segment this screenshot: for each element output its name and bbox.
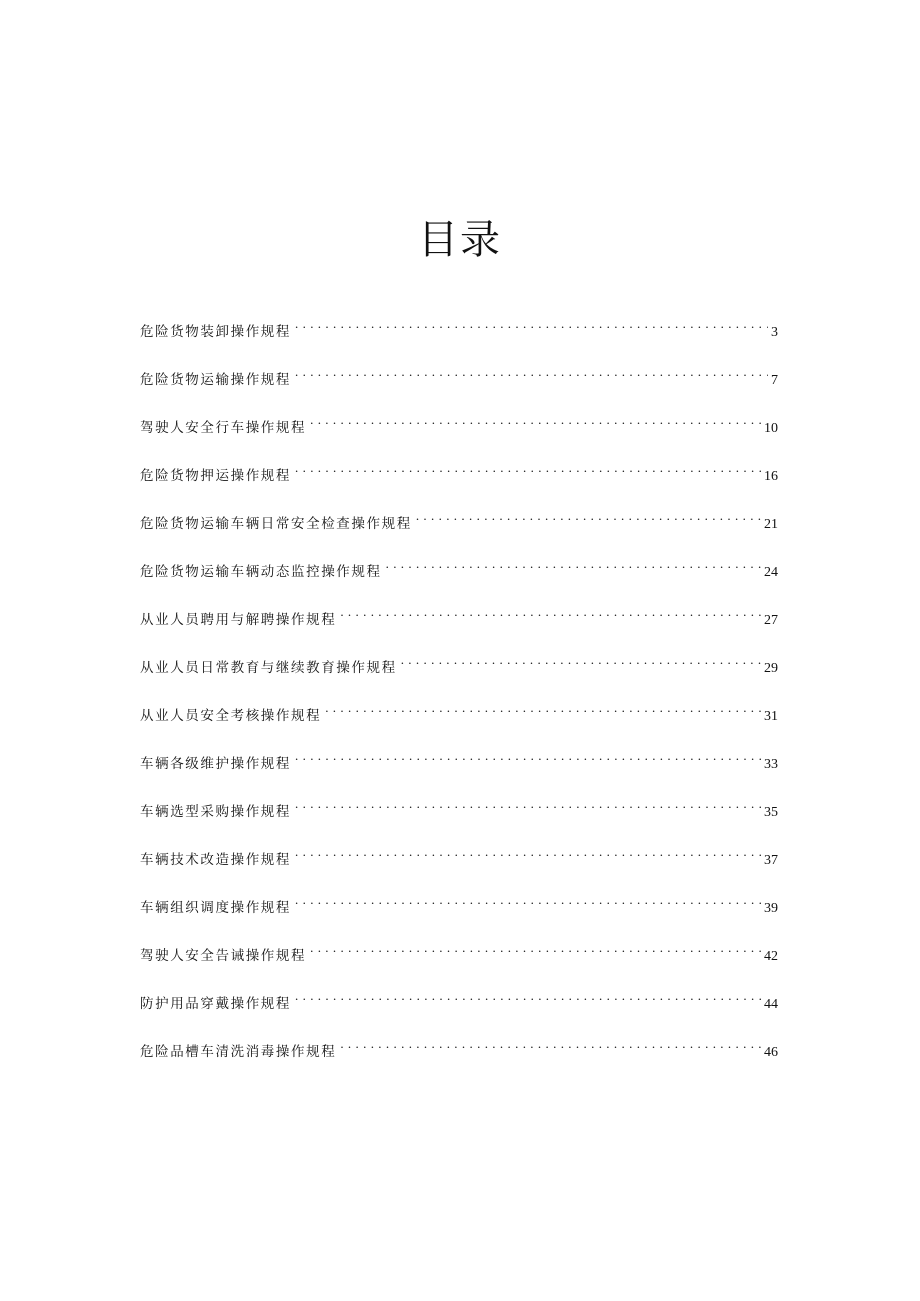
toc-dot-leader xyxy=(416,504,761,528)
toc-entry[interactable] xyxy=(140,792,778,840)
toc-entry-label: 驾驶人安全告诫操作规程 xyxy=(140,948,307,964)
toc-dot-leader xyxy=(310,936,761,960)
toc-dot-leader xyxy=(386,552,761,576)
toc-dot-leader xyxy=(310,408,761,432)
toc-entry-page-number: 31 xyxy=(764,709,778,724)
toc-entry[interactable] xyxy=(140,456,778,504)
toc-dot-leader xyxy=(295,456,761,480)
toc-entry-label: 车辆组织调度操作规程 xyxy=(140,900,291,916)
toc-entry-label: 危险货物运输车辆日常安全检查操作规程 xyxy=(140,516,412,532)
toc-entry-label: 危险货物运输车辆动态监控操作规程 xyxy=(140,564,382,580)
toc-entry-page-number: 44 xyxy=(764,997,778,1012)
toc-entry[interactable] xyxy=(140,840,778,888)
toc-entry-page-number: 7 xyxy=(771,373,778,388)
toc-entry-label: 从业人员安全考核操作规程 xyxy=(140,708,322,724)
toc-entry[interactable] xyxy=(140,888,778,936)
toc-entry-label: 车辆各级维护操作规程 xyxy=(140,756,291,772)
toc-entry-page-number: 33 xyxy=(764,757,778,772)
toc-entry-label: 车辆选型采购操作规程 xyxy=(140,804,291,820)
toc-title: 目录 xyxy=(418,217,502,263)
toc-entry-page-number: 16 xyxy=(764,469,778,484)
toc-entry-page-number: 3 xyxy=(771,325,778,340)
toc-dot-leader xyxy=(325,696,761,720)
toc-entry-page-number: 35 xyxy=(764,805,778,820)
toc-entry-label: 驾驶人安全行车操作规程 xyxy=(140,420,307,436)
toc-entry-page-number: 39 xyxy=(764,901,778,916)
toc-entry-page-number: 27 xyxy=(764,613,778,628)
toc-dot-leader xyxy=(295,888,761,912)
toc-entry-label: 从业人员日常教育与继续教育操作规程 xyxy=(140,660,397,676)
toc-entry-page-number: 21 xyxy=(764,517,778,532)
toc-dot-leader xyxy=(295,360,768,384)
toc-entry[interactable] xyxy=(140,408,778,456)
toc-entry-label: 车辆技术改造操作规程 xyxy=(140,852,291,868)
toc-entry[interactable] xyxy=(140,312,778,360)
toc-dot-leader xyxy=(401,648,761,672)
toc-entry-page-number: 29 xyxy=(764,661,778,676)
toc-dot-leader xyxy=(295,312,768,336)
toc-entry-label: 防护用品穿戴操作规程 xyxy=(140,996,291,1012)
toc-entry[interactable] xyxy=(140,600,778,648)
toc-entry-page-number: 37 xyxy=(764,853,778,868)
toc-entry-label: 从业人员聘用与解聘操作规程 xyxy=(140,612,337,628)
toc-entry-label: 危险货物押运操作规程 xyxy=(140,468,291,484)
toc-entry-page-number: 46 xyxy=(764,1045,778,1060)
toc-dot-leader xyxy=(340,600,761,624)
toc-entry[interactable] xyxy=(140,1032,778,1080)
toc-entry-page-number: 10 xyxy=(764,421,778,436)
toc-entry-page-number: 42 xyxy=(764,949,778,964)
toc-entry-page-number: 24 xyxy=(764,565,778,580)
toc-entry[interactable] xyxy=(140,696,778,744)
toc-dot-leader xyxy=(295,840,761,864)
toc-dot-leader xyxy=(295,984,761,1008)
toc-entry[interactable] xyxy=(140,984,778,1032)
toc-entry[interactable] xyxy=(140,936,778,984)
toc-entry-label: 危险品槽车清洗消毒操作规程 xyxy=(140,1044,337,1060)
table-of-contents xyxy=(140,312,778,1080)
toc-entry[interactable] xyxy=(140,744,778,792)
toc-entry-label: 危险货物装卸操作规程 xyxy=(140,324,291,340)
toc-dot-leader xyxy=(295,744,761,768)
toc-dot-leader xyxy=(340,1032,761,1056)
toc-entry[interactable] xyxy=(140,360,778,408)
toc-entry[interactable] xyxy=(140,648,778,696)
toc-entry[interactable] xyxy=(140,552,778,600)
toc-dot-leader xyxy=(295,792,761,816)
toc-entry[interactable] xyxy=(140,504,778,552)
toc-entry-label: 危险货物运输操作规程 xyxy=(140,372,291,388)
